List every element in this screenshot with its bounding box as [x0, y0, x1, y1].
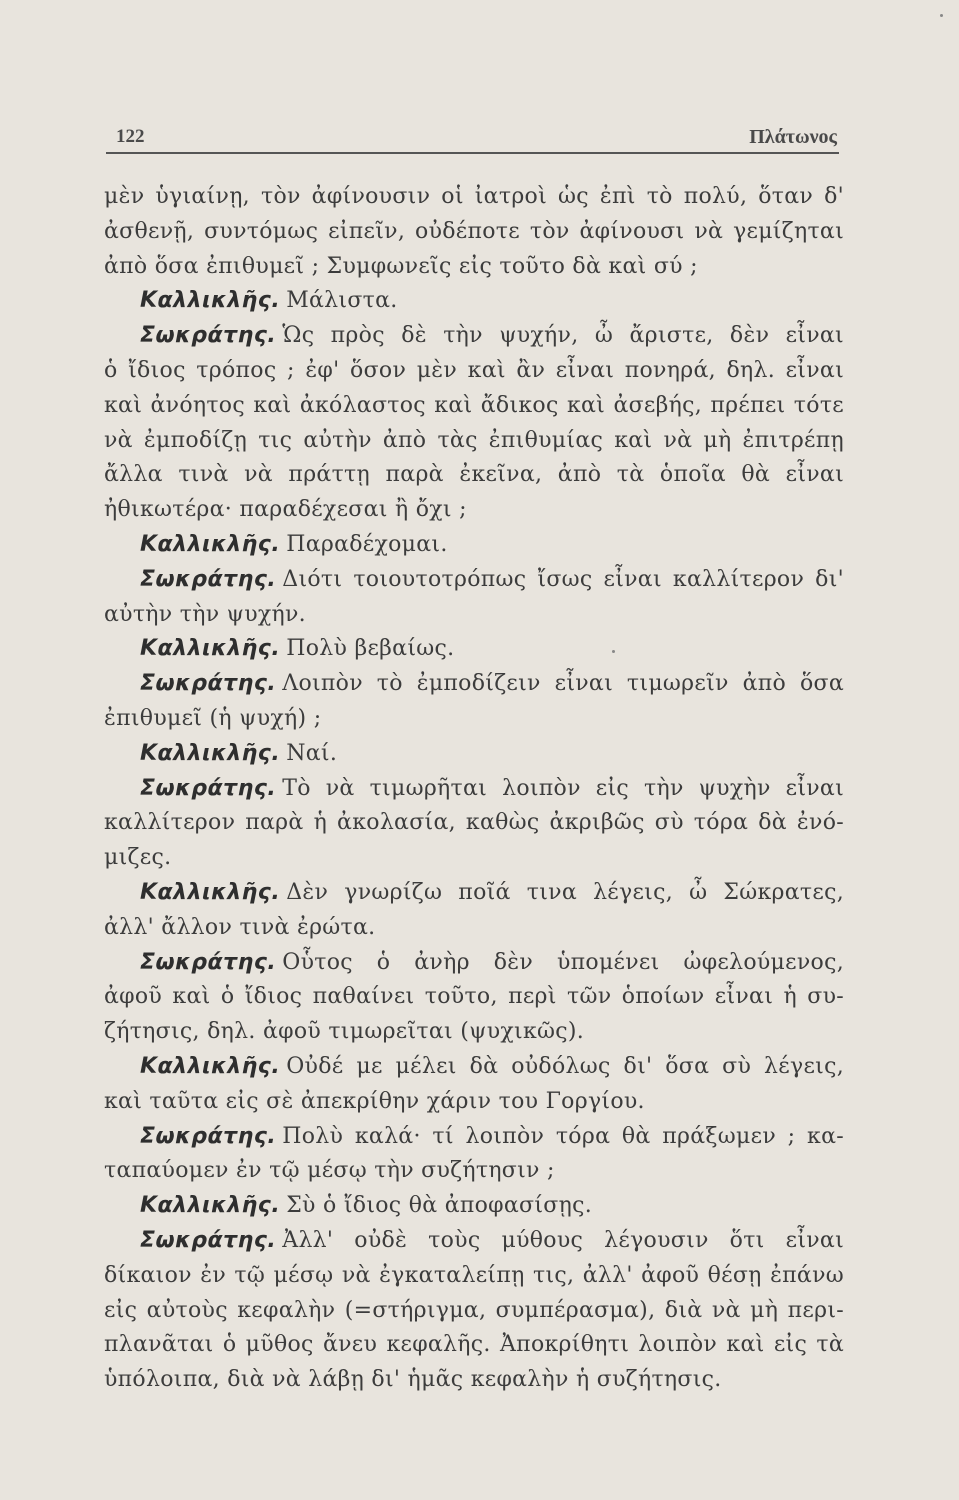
line-text: ἀλλ' ἄλλον τινὰ ἐρώτα.	[104, 914, 376, 940]
text-line	[104, 841, 844, 876]
text-line	[104, 180, 844, 215]
line-text: Ναί.	[286, 740, 338, 766]
text-line	[104, 598, 844, 633]
line-text: Οὐδέ με μέλει δὰ οὐδόλως δι' ὅσα σὺ λέγεις,	[286, 1053, 844, 1079]
text-line	[104, 1154, 844, 1189]
line-text: ὁ ἴδιος τρόπος ; ἐφ' ὅσον μὲν καὶ ἂν εἶναι πονηρά, δηλ. εἶναι	[104, 357, 844, 383]
speaker-name: Καλλικλῆς.	[140, 879, 281, 905]
line-text: ζήτησις, δηλ. ἀφοῦ τιμωρεῖται (ψυχικῶς).	[104, 1019, 585, 1045]
line-text: μὲν ὑγιαίνῃ, τὸν ἀφίνουσιν οἱ ἰατροὶ ὡς ἐπὶ τὸ πολύ, ὅταν δ'	[104, 184, 844, 209]
text-line	[104, 1224, 844, 1259]
text-line	[104, 424, 844, 459]
running-head: Πλάτωνος	[749, 126, 837, 148]
page-header	[106, 126, 839, 156]
speaker-name: Καλλικλῆς.	[140, 636, 281, 662]
text-line	[104, 250, 844, 285]
line-text: ἠθικωτέρα· παραδέχεσαι ἢ ὄχι ;	[104, 497, 467, 523]
text-line	[104, 493, 844, 528]
text-line	[104, 1085, 844, 1120]
line-text: Σὺ ὁ ἴδιος θὰ ἀποφασίσῃς.	[286, 1193, 592, 1219]
line-text: καὶ ταῦτα εἰς σὲ ἀπεκρίθην χάριν του Γοργίου.	[104, 1088, 645, 1114]
text-line	[104, 737, 844, 772]
line-text: Ὡς πρὸς δὲ τὴν ψυχήν, ὦ ἄριστε, δὲν εἶναι	[282, 323, 844, 349]
text-line	[104, 667, 844, 702]
speaker-name: Σωκράτης.	[140, 671, 277, 697]
line-text: Πολὺ βεβαίως.	[286, 636, 455, 662]
speaker-name: Καλλικλῆς.	[140, 531, 281, 557]
line-text: καὶ ἀνόητος καὶ ἀκόλαστος καὶ ἄδικος καὶ ἀσεβής, πρέπει τότε	[104, 392, 844, 418]
line-text: Οὗτος ὁ ἀνὴρ δὲν ὑπομένει ὠφελούμενος,	[282, 949, 844, 975]
speaker-name: Καλλικλῆς.	[140, 1053, 281, 1079]
speaker-name: Σωκράτης.	[140, 323, 277, 349]
line-text: δίκαιον ἐν τῷ μέσῳ νὰ ἐγκαταλείπῃ τις, ἀλλ' ἀφοῦ θέσῃ ἐπάνω	[104, 1262, 844, 1288]
dialogue-text	[104, 180, 844, 1398]
line-text: Πολὺ καλά· τί λοιπὸν τόρα θὰ πράξωμεν ; κα-	[282, 1123, 844, 1149]
text-line	[104, 980, 844, 1015]
line-text: Τὸ νὰ τιμωρῆται λοιπὸν εἰς τὴν ψυχὴν εἶναι	[282, 775, 844, 801]
line-text: ἀσθενῇ, συντόμως εἰπεῖν, οὐδέποτε τὸν ἀφίνουσι νὰ γεμίζηται	[104, 218, 844, 244]
line-text: Δὲν γνωρίζω ποῖά τινα λέγεις, ὦ Σώκρατες,	[286, 879, 844, 905]
line-text: ἀφοῦ καὶ ὁ ἴδιος παθαίνει τοῦτο, περὶ τῶν ὁποίων εἶναι ἡ συ-	[104, 984, 844, 1010]
text-line	[104, 946, 844, 981]
text-line	[104, 772, 844, 807]
page-number: 122	[116, 126, 145, 147]
text-line	[104, 284, 844, 319]
speaker-name: Καλλικλῆς.	[140, 1193, 281, 1219]
text-line	[104, 632, 844, 667]
text-line	[104, 1294, 844, 1329]
paper-speck	[612, 650, 615, 653]
text-line	[104, 354, 844, 389]
line-text: καλλίτερον παρὰ ἡ ἀκολασία, καθὼς ἀκριβῶς σὺ τόρα δὰ ἐνό-	[104, 810, 844, 836]
text-line	[104, 1259, 844, 1294]
line-text: αὐτὴν τὴν ψυχήν.	[104, 601, 306, 627]
text-line	[104, 389, 844, 424]
line-text: Παραδέχομαι.	[286, 531, 448, 557]
line-text: εἰς αὐτοὺς κεφαλὴν (=στήριγμα, συμπέρασμα), διὰ νὰ μὴ περι-	[104, 1297, 844, 1323]
line-text: ὑπόλοιπα, διὰ νὰ λάβῃ δι' ἡμᾶς κεφαλὴν ἡ συζήτησις.	[104, 1367, 722, 1393]
text-line	[104, 319, 844, 354]
line-text: μιζες.	[104, 845, 172, 871]
text-line	[104, 911, 844, 946]
speaker-name: Σωκράτης.	[140, 1227, 277, 1253]
speaker-name: Σωκράτης.	[140, 566, 277, 592]
text-line	[104, 563, 844, 598]
line-text: ἄλλα τινὰ νὰ πράττῃ παρὰ ἐκεῖνα, ἀπὸ τὰ ὁποῖα θὰ εἶναι	[104, 462, 844, 488]
line-text: ἐπιθυμεῖ (ἡ ψυχή) ;	[104, 705, 322, 731]
line-text: ἀπὸ ὅσα ἐπιθυμεῖ ; Συμφωνεῖς εἰς τοῦτο δὰ καὶ σύ ;	[104, 253, 698, 279]
text-line	[104, 1120, 844, 1155]
line-text: ταπαύομεν ἐν τῷ μέσῳ τὴν συζήτησιν ;	[104, 1158, 555, 1184]
text-line	[104, 876, 844, 911]
line-text: νὰ ἐμποδίζῃ τις αὐτὴν ἀπὸ τὰς ἐπιθυμίας καὶ νὰ μὴ ἐπιτρέπῃ	[104, 427, 844, 453]
text-line	[104, 1015, 844, 1050]
header-rule	[106, 152, 839, 154]
text-line	[104, 1050, 844, 1085]
speaker-name: Καλλικλῆς.	[140, 740, 281, 766]
line-text: Μάλιστα.	[286, 288, 398, 314]
paper-speck	[940, 14, 943, 17]
speaker-name: Σωκράτης.	[140, 1123, 277, 1149]
text-line	[104, 1189, 844, 1224]
text-line	[104, 1363, 844, 1398]
text-line	[104, 528, 844, 563]
line-text: πλανᾶται ὁ μῦθος ἄνευ κεφαλῆς. Ἀποκρίθητι λοιπὸν καὶ εἰς τὰ	[104, 1332, 844, 1358]
text-line	[104, 458, 844, 493]
text-line	[104, 215, 844, 250]
text-line	[104, 702, 844, 737]
line-text: Λοιπὸν τὸ ἐμποδίζειν εἶναι τιμωρεῖν ἀπὸ ὅσα	[282, 671, 844, 697]
speaker-name: Καλλικλῆς.	[140, 288, 281, 314]
line-text: Ἀλλ' οὐδὲ τοὺς μύθους λέγουσιν ὅτι εἶναι	[282, 1227, 844, 1253]
speaker-name: Σωκράτης.	[140, 949, 277, 975]
line-text: Διότι τοιουτοτρόπως ἴσως εἶναι καλλίτερον δι'	[282, 566, 844, 592]
text-line	[104, 806, 844, 841]
speaker-name: Σωκράτης.	[140, 775, 277, 801]
text-line	[104, 1328, 844, 1363]
